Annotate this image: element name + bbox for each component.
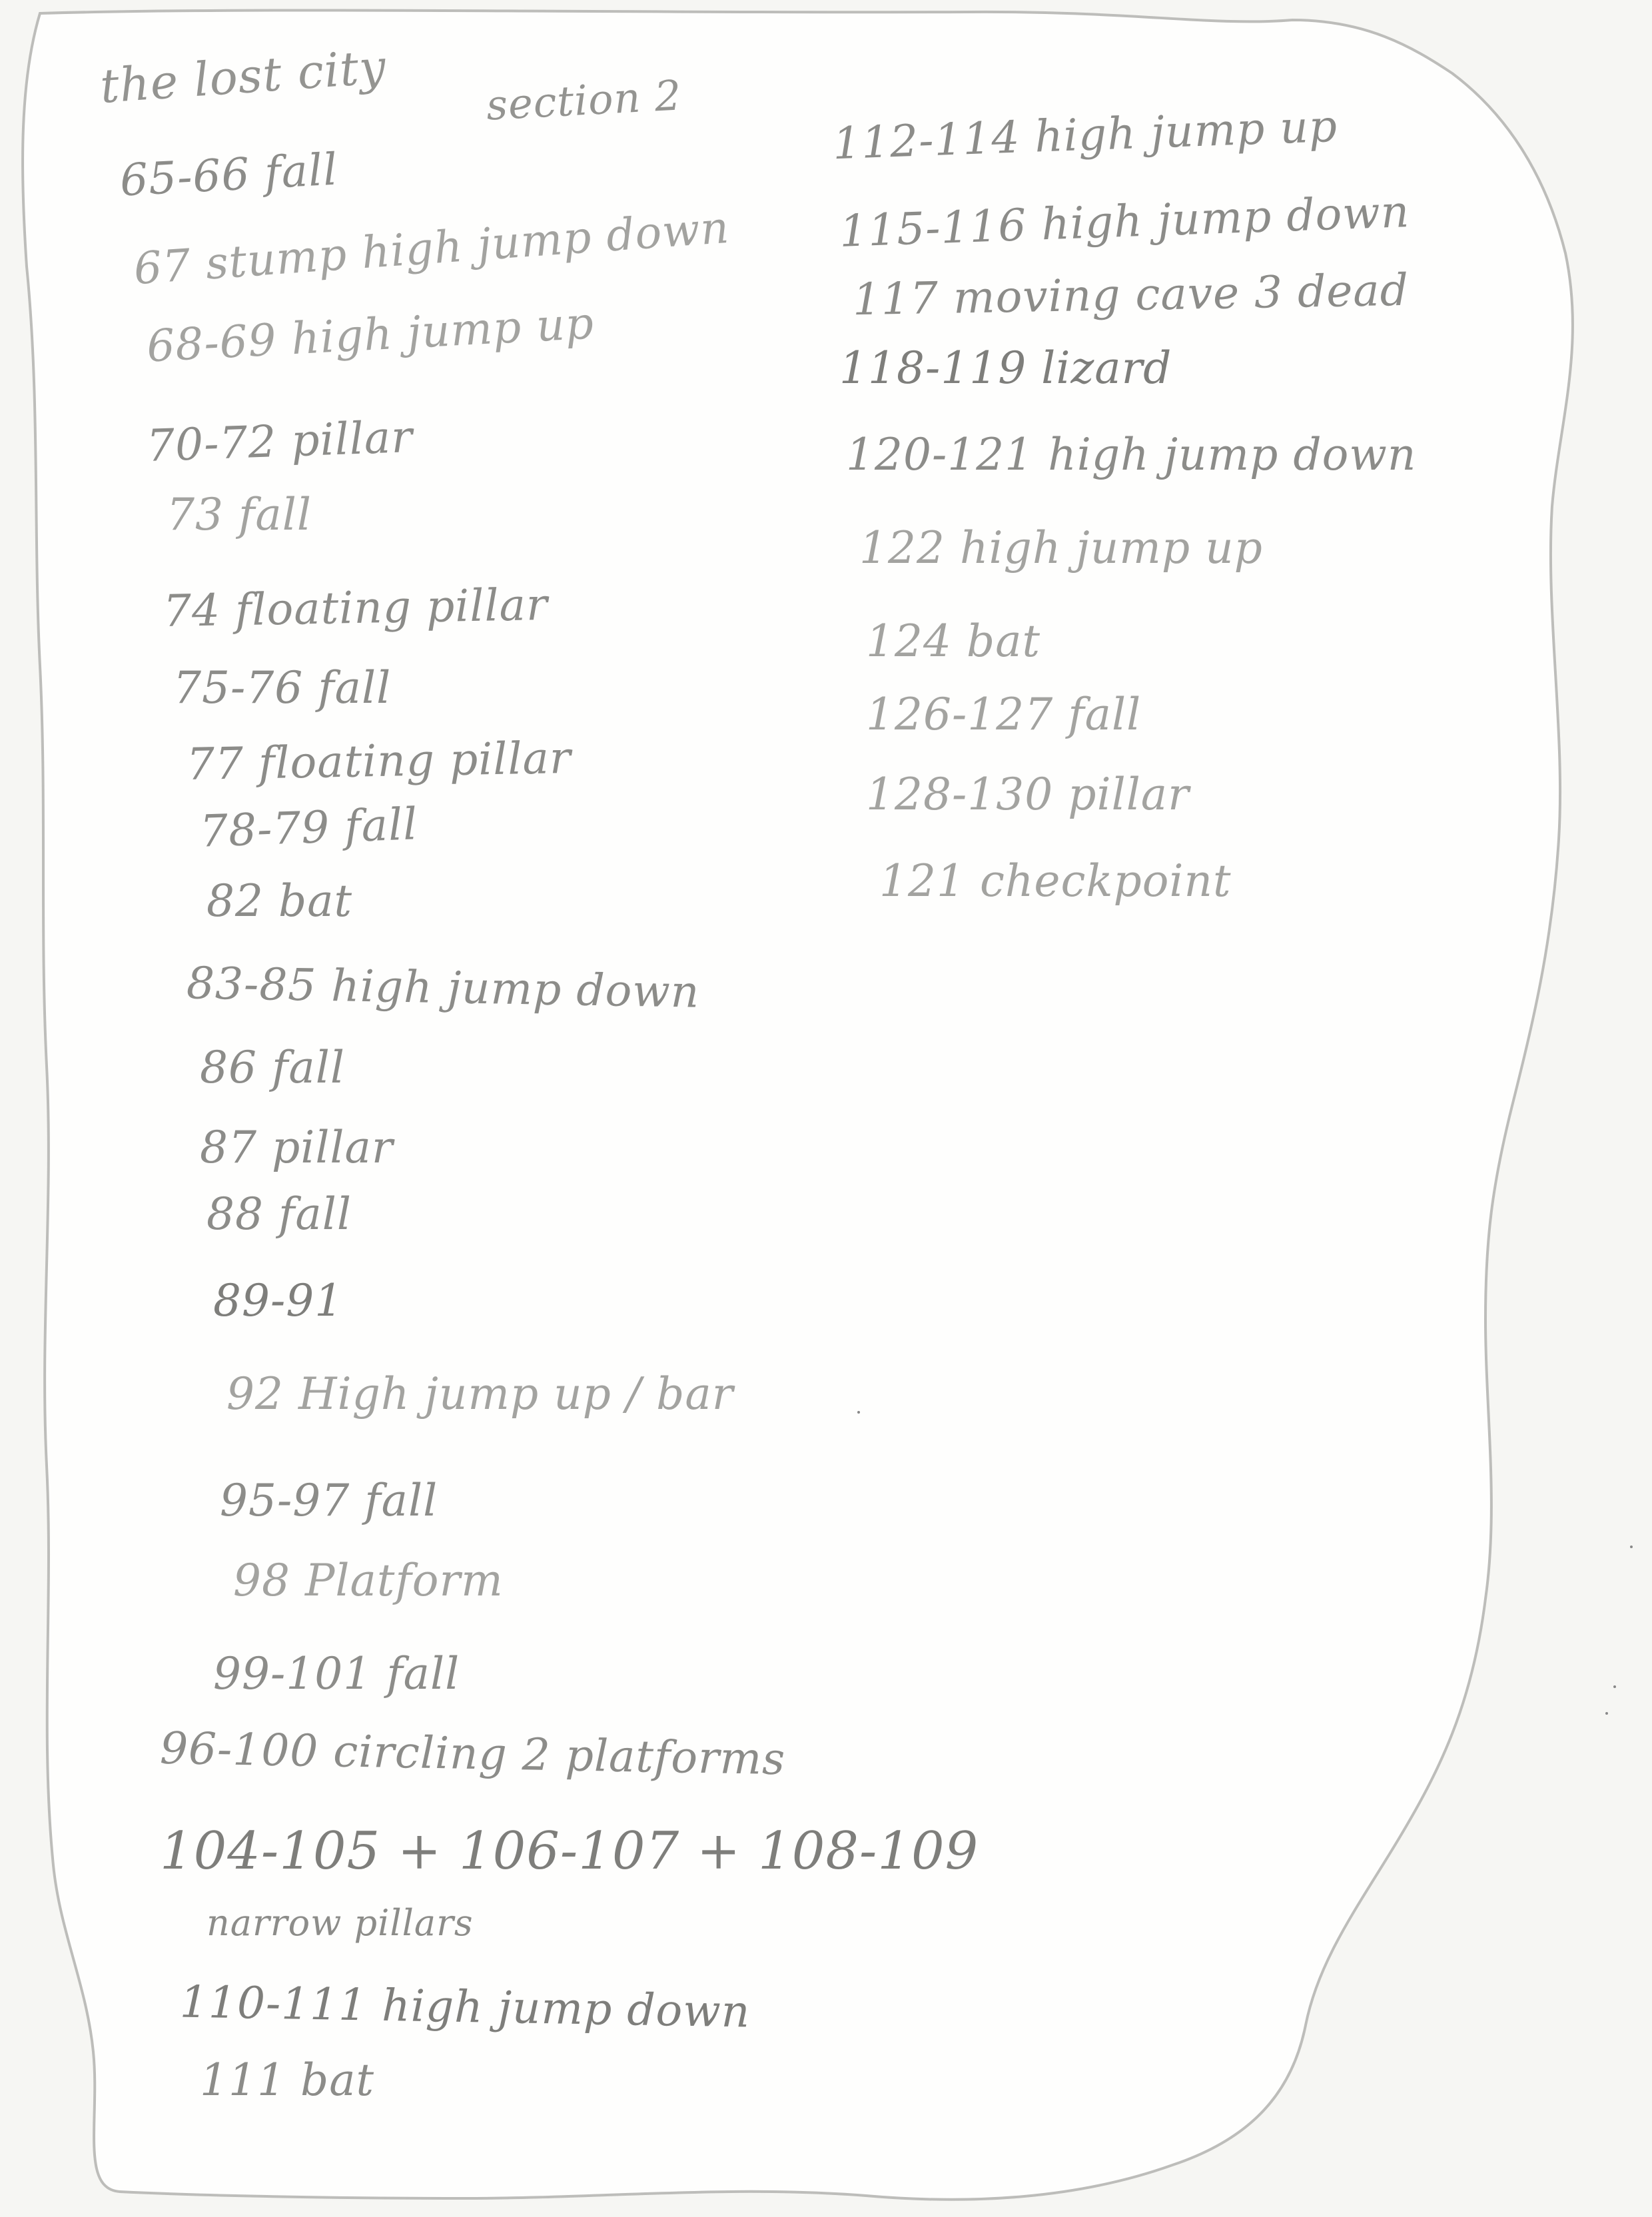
left-note-16: 92 High jump up / bar — [226, 1368, 734, 1420]
right-note-9: 128-130 pillar — [866, 769, 1190, 820]
document-section: section 2 — [485, 71, 683, 130]
right-note-4: 118-119 lizard — [839, 342, 1172, 394]
left-note-2: 67 stump high jump down — [132, 201, 731, 295]
paper-speck — [857, 1411, 860, 1414]
left-note-13: 87 pillar — [200, 1122, 394, 1173]
left-note-20: 96-100 circling 2 platforms — [159, 1722, 786, 1785]
right-note-7: 124 bat — [866, 616, 1041, 667]
left-note-3: 68-69 high jump up — [145, 297, 596, 372]
left-note-18: 98 Platform — [233, 1555, 504, 1606]
left-note-17: 95-97 fall — [220, 1475, 438, 1526]
paper-speck — [1630, 1546, 1633, 1548]
left-note-9: 78-79 fall — [199, 798, 419, 857]
left-note-6: 74 floating pillar — [163, 578, 549, 638]
right-note-6: 122 high jump up — [859, 522, 1263, 574]
right-note-5: 120-121 high jump down — [846, 429, 1417, 480]
right-note-8: 126-127 fall — [866, 689, 1142, 740]
document-title: the lost city — [98, 39, 388, 114]
left-note-4: 70-72 pillar — [145, 411, 414, 472]
left-note-12: 86 fall — [200, 1042, 345, 1093]
left-note-11: 83-85 high jump down — [186, 957, 700, 1018]
paper-speck — [1613, 1685, 1616, 1688]
left-note-1: 65-66 fall — [119, 143, 340, 207]
right-note-1: 112-114 high jump up — [831, 100, 1339, 170]
paper-speck — [1605, 1712, 1608, 1715]
right-note-3: 117 moving cave 3 dead — [852, 264, 1410, 326]
left-note-14: 88 fall — [206, 1188, 352, 1240]
left-note-5: 73 fall — [167, 489, 312, 540]
left-note-24: 111 bat — [200, 2054, 375, 2106]
left-note-21: 104-105 + 106-107 + 108-109 — [160, 1821, 979, 1881]
left-note-10: 82 bat — [206, 875, 353, 927]
left-note-8: 77 floating pillar — [186, 731, 572, 791]
left-note-19: 99-101 fall — [213, 1648, 460, 1699]
left-note-7: 75-76 fall — [173, 662, 392, 713]
left-note-15: 89-91 — [213, 1275, 344, 1326]
left-note-22: narrow pillars — [206, 1902, 474, 1944]
right-note-10: 121 checkpoint — [879, 855, 1232, 907]
right-note-2: 115-116 high jump down — [838, 186, 1411, 257]
left-note-23: 110-111 high jump down — [179, 1976, 751, 2038]
